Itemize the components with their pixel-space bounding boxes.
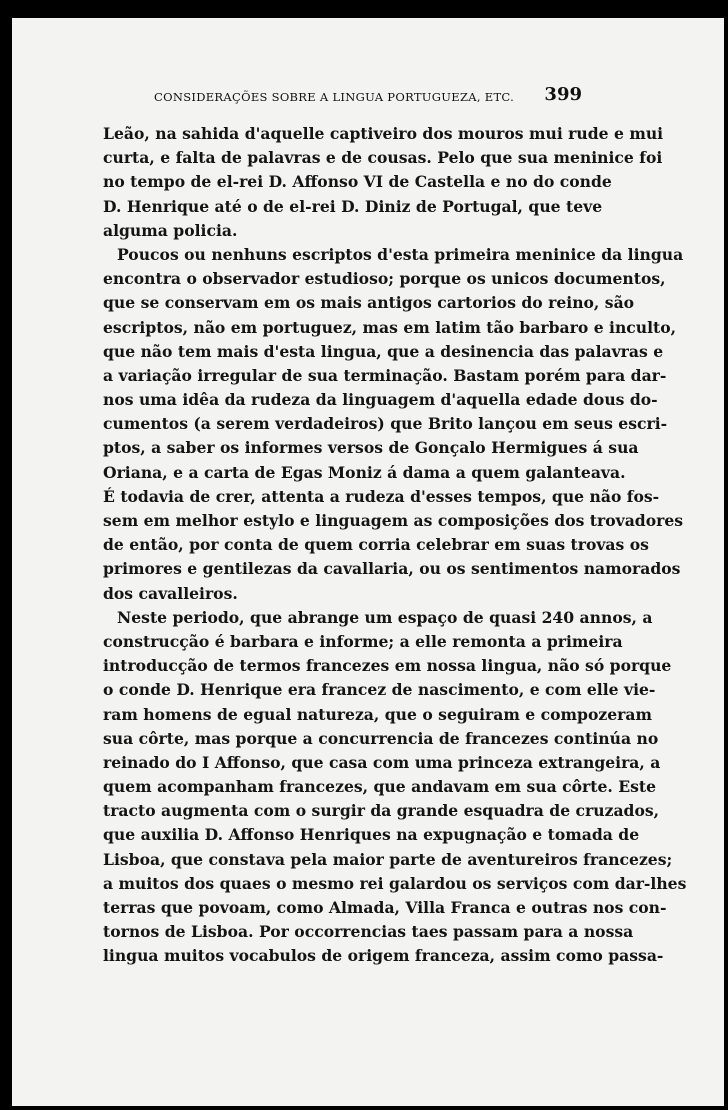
text-line: Oriana, e a carta de Egas Moniz á dama a quem galanteava.: [103, 462, 626, 482]
text-line: escriptos, não em portuguez, mas em latim tão barbaro e inculto,: [103, 317, 677, 337]
text-line: que auxilia D. Affonso Henriques na expugnação e tomada de: [103, 825, 640, 845]
text-line: que se conservam em os mais antigos cartorios do reino, são: [103, 293, 635, 313]
text-line: sem em melhor estylo e linguagem as composições dos trovadores: [103, 511, 684, 530]
text-line: primores e gentilezas da cavallaria, ou os sentimentos namorados: [103, 559, 681, 579]
text-line: cumentos (a serem verdadeiros) que Brito lançou em seus escri-: [103, 414, 668, 434]
running-title: CONSIDERAÇÕES SOBRE A LINGUA PORTUGUEZA, ETC.: [154, 90, 515, 104]
text-line: a muitos dos quaes o mesmo rei galardou os serviços com dar-lhes: [103, 873, 687, 893]
text-line: ram homens de egual natureza, que o seguiram e compozeram: [103, 704, 652, 724]
text-line: o conde D. Henrique era francez de nascimento, e com elle vie-: [103, 680, 656, 700]
paragraph-start-line: Poucos ou nenhuns escriptos d'esta primeira meninice da lingua: [117, 244, 684, 264]
text-line: dos cavalleiros.: [103, 583, 238, 603]
page-number: 399: [544, 84, 582, 105]
book-page: [12, 18, 724, 1106]
text-line: Leão, na sahida d'aquelle captiveiro dos mouros mui rude e mui: [103, 124, 664, 143]
text-line: tornos de Lisboa. Por occorrencias taes passam para a nossa: [103, 922, 634, 942]
text-line: a variação irregular de sua terminação. Bastam porém para dar-: [103, 365, 667, 385]
text-line: quem acompanham francezes, que andavam em sua côrte. Este: [103, 777, 657, 797]
text-line: D. Henrique até o de el-rei D. Diniz de Portugal, que teve: [103, 196, 603, 216]
text-line: introducção de termos francezes em nossa lingua, não só porque: [103, 656, 672, 676]
text-line: lingua muitos vocabulos de origem franceza, assim como passa-: [103, 946, 664, 966]
text-line: nos uma idêa da rudeza da linguagem d'aquella edade dous do-: [103, 390, 658, 410]
text-line: tracto augmenta com o surgir da grande esquadra de cruzados,: [103, 801, 660, 821]
text-line: sua côrte, mas porque a concurrencia de francezes continúa no: [103, 728, 659, 748]
text-line: terras que povoam, como Almada, Villa Franca e outras nos con-: [103, 898, 667, 917]
body-text: [103, 122, 687, 969]
text-line: que não tem mais d'esta lingua, que a desinencia das palavras e: [103, 341, 664, 361]
text-line: encontra o observador estudioso; porque os unicos documentos,: [103, 269, 666, 289]
text-line: reinado do I Affonso, que casa com uma princeza extrangeira, a: [103, 752, 661, 772]
text-line: no tempo de el-rei D. Affonso VI de Castella e no do conde: [103, 172, 612, 192]
text-line: É todavia de crer, attenta a rudeza d'esses tempos, que não fos-: [103, 486, 660, 506]
text-line: de então, por conta de quem corria celebrar em suas trovas os: [103, 535, 649, 555]
page-header: [112, 84, 582, 108]
text-line: curta, e falta de palavras e de cousas. Pelo que sua meninice foi: [103, 148, 663, 168]
paragraph-start-line: Neste periodo, que abrange um espaço de quasi 240 annos, a: [117, 607, 653, 627]
text-line: ptos, a saber os informes versos de Gonçalo Hermigues á sua: [103, 438, 639, 458]
text-line: Lisboa, que constava pela maior parte de aventureiros francezes;: [103, 849, 673, 869]
text-line: construcção é barbara e informe; a elle remonta a primeira: [103, 631, 623, 651]
text-line: alguma policia.: [103, 220, 238, 240]
